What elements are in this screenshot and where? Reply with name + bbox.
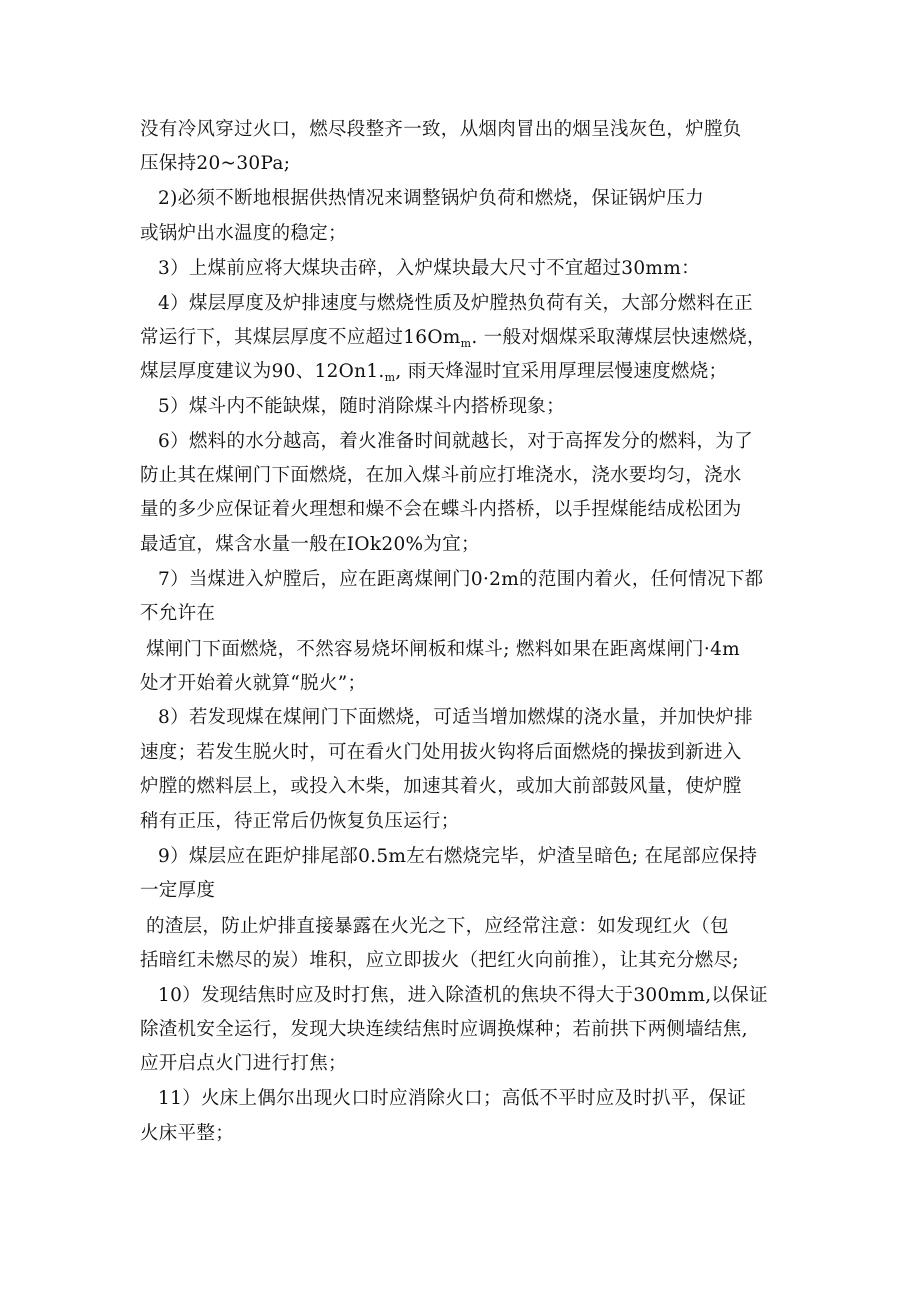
text-line-22: 9）煤层应在距炉排尾部0.5m左右燃烧完毕，炉渣呈暗色; 在尾部应保持 bbox=[158, 846, 758, 867]
text-line-8-main: 煤层厚度建议为90、12On1. bbox=[140, 361, 385, 382]
text-line-4: 或锅炉出水温度的稳定； bbox=[140, 223, 347, 244]
text-line-10: 6）燃料的水分越高，着火准备时间就越长，对于高挥发分的燃料，为了 bbox=[158, 431, 753, 452]
text-line-24: 的渣层，防止炉排直接暴露在火光之下，应经常注意：如发现红火（包 bbox=[146, 916, 729, 937]
text-line-5: 3）上煤前应将大煤块击碎，入炉煤块最大尺寸不宜超过30mm： bbox=[158, 258, 700, 279]
text-line-3: 2)必须不断地根据供热情况来调整锅炉负荷和燃烧，保证锅炉压力 bbox=[158, 188, 704, 209]
text-line-14: 7）当煤进入炉膛后，应在距离煤闸门0·2m的范围内着火，任何情况下都 bbox=[158, 569, 764, 590]
text-line-9: 5）煤斗内不能缺煤，随时消除煤斗内搭桥现象； bbox=[158, 396, 565, 417]
text-line-16: 煤闸门下面燃烧，不然容易烧坏闸板和煤斗; 燃料如果在距离煤闸门·4m bbox=[146, 639, 741, 660]
text-line-30: 火床平整； bbox=[140, 1123, 235, 1144]
text-line-13: 最适宜，煤含水量一般在IOk20%为宜； bbox=[140, 534, 480, 555]
text-line-2: 压保持20~30Pa; bbox=[140, 153, 291, 174]
text-line-19: 速度；若发生脱火时，可在看火门处用拔火钩将后面燃烧的操拔到新进入 bbox=[140, 742, 742, 763]
text-line-23: 一定厚度 bbox=[140, 880, 216, 901]
text-line-7 bbox=[140, 325, 766, 357]
text-line-25: 括暗红未燃尽的炭）堆积，应立即拔火（把红火向前推），让其充分燃尽; bbox=[140, 950, 739, 971]
text-line-11: 防止其在煤闸门下面燃烧，在加入煤斗前应打堆浇水，浇水要均匀，浇水 bbox=[140, 465, 742, 486]
text-line-17: 处才开始着火就算“脱火”； bbox=[140, 673, 367, 694]
text-line-28: 应开启点火门进行打焦； bbox=[140, 1053, 347, 1074]
text-line-7-main: 常运行下，其煤层厚度不应超过16Om bbox=[140, 327, 461, 348]
text-line-8 bbox=[140, 359, 727, 391]
text-line-26: 10）发现结焦时应及时打焦，进入除渣机的焦块不得大于300mm,以保证 bbox=[158, 985, 768, 1006]
text-line-7-tail: . 一般对烟煤采取薄煤层快速燃烧， bbox=[471, 327, 766, 348]
text-line-27: 除渣机安全运行，发现大块连续结焦时应调换煤种；若前拱下两侧墙结焦, bbox=[140, 1019, 748, 1040]
text-line-7-subscript: m bbox=[460, 337, 472, 350]
text-line-8-tail: , 雨天烽湿时宜采用厚理层慢速度燃烧； bbox=[395, 361, 728, 382]
text-line-8-subscript: m bbox=[384, 371, 396, 384]
text-line-20: 炉膛的燃料层上，或投入木柴，加速其着火，或加大前部鼓风量，使炉膛 bbox=[140, 776, 742, 797]
text-line-21: 稍有正压，待正常后仍恢复负压运行； bbox=[140, 811, 460, 832]
text-line-18: 8）若发现煤在煤闸门下面燃烧，可适当增加燃煤的浇水量，并加快炉排 bbox=[158, 707, 753, 728]
text-line-1: 没有冷风穿过火口，燃尽段整齐一致，从烟肉冒出的烟呈浅灰色，炉膛负 bbox=[140, 119, 742, 140]
text-line-15: 不允许在 bbox=[140, 603, 216, 624]
text-line-12: 量的多少应保证着火理想和燥不会在蝶斗内搭桥，以手捏煤能结成松团为 bbox=[140, 499, 742, 520]
text-line-6: 4）煤层厚度及炉排速度与燃烧性质及炉膛热负荷有关，大部分燃料在正 bbox=[158, 293, 753, 314]
text-line-29: 11）火床上偶尔出现火口时应消除火口；高低不平时应及时扒平，保证 bbox=[158, 1088, 747, 1109]
